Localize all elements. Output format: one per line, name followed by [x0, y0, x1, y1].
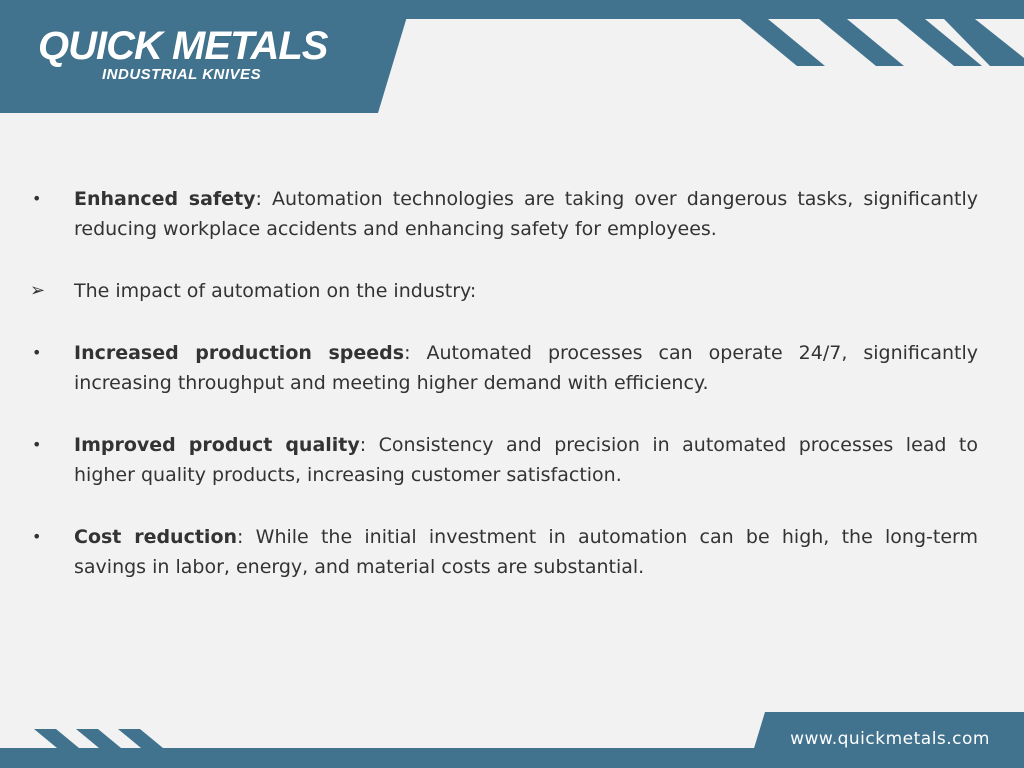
bullet-marker: •: [32, 435, 42, 454]
item-text: : Consistency and precision in automated processes lead to higher quality products, increasing customer satisfaction.: [74, 434, 978, 486]
item-term: Cost reduction: [74, 526, 238, 548]
bullet-list: [28, 184, 978, 582]
logo-tagline: INDUSTRIAL KNIVES: [102, 66, 262, 83]
item-text: : While the initial investment in automation can be high, the long-term savings in labor, energy, and material costs are substantial.: [74, 526, 978, 578]
item-term: Improved product quality: [74, 434, 360, 456]
list-item: [28, 522, 978, 582]
header-stripes: [740, 19, 1024, 66]
bullet-marker: •: [32, 527, 42, 546]
item-text: The impact of automation on the industry:: [74, 280, 477, 302]
logo-wordmark: QUICK METALS: [38, 24, 328, 68]
bullet-marker: •: [32, 189, 42, 208]
item-term: Increased production speeds: [74, 342, 405, 364]
item-text: : Automated processes can operate 24/7, significantly increasing throughput and meeting higher demand with efficiency.: [74, 342, 978, 394]
bullet-marker: •: [32, 343, 42, 362]
list-item: [28, 338, 978, 398]
list-item: [28, 430, 978, 490]
website-link[interactable]: www.quickmetals.com: [790, 729, 990, 749]
list-item: [28, 276, 978, 306]
list-item: [28, 184, 978, 244]
item-term: Enhanced safety: [74, 188, 256, 210]
item-text: : Automation technologies are taking over dangerous tasks, significantly reducing workplace accidents and enhancing safety for employees.: [74, 188, 978, 240]
footer-stripes: [34, 729, 163, 748]
arrow-marker: ➢: [30, 280, 46, 301]
